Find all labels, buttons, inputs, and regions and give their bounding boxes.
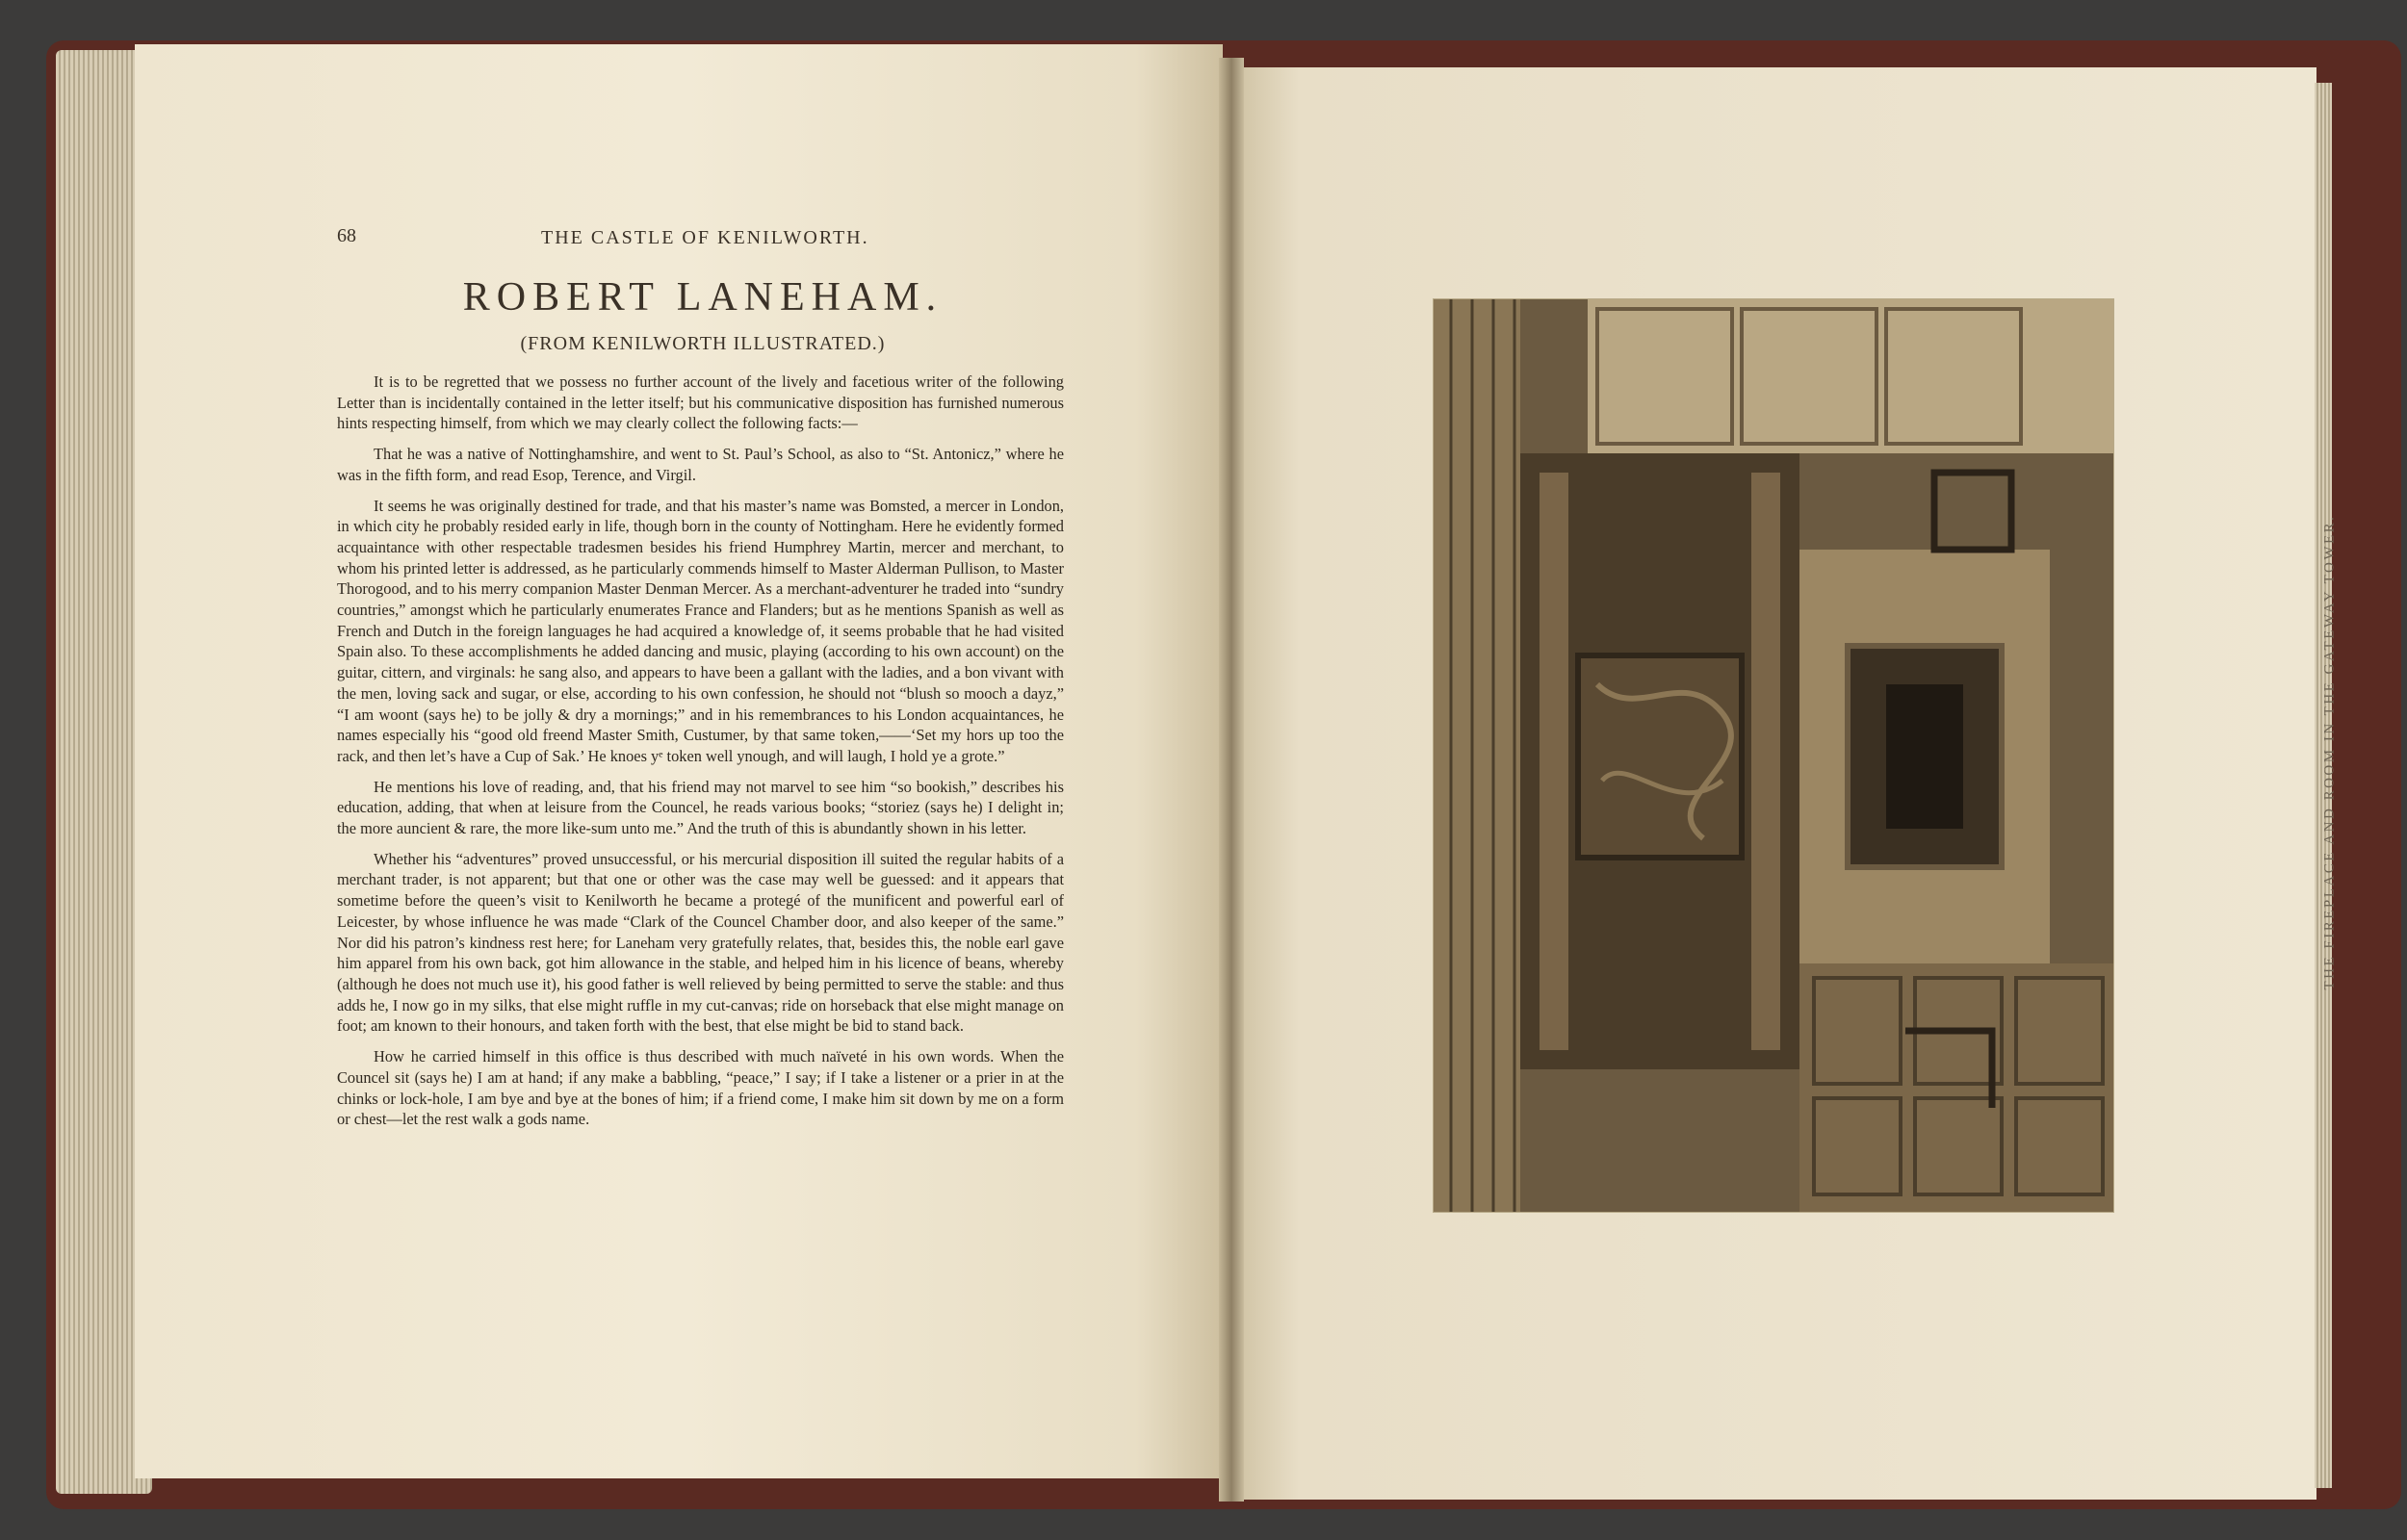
paragraph: He mentions his love of reading, and, that his friend may not marvel to see him “so bookish,” describes his education, adding, that when at leisure from the Councel, he reads various books; “storiez (says he) I delight in; the more auncient & rare, the more like-sum unto me.” And the truth of this is abundantly shown in his letter. [337,777,1064,838]
paragraph: That he was a native of Nottinghamshire, and went to St. Paul’s School, as also to “St. Antonicz,” where he was in the fifth form, and read Esop, Terence, and Virgil. [337,445,1064,484]
book-gutter [1219,58,1244,1502]
paragraph: It seems he was originally destined for trade, and that his master’s name was Bomsted, a mercer in London, in which city he probably resided early in life, though born in the county of Nottingham. Here he evidently formed acquaintance with other respectable tradesmen besides his friend Humphrey Martin, mercer and merchant, to whom his printed letter is addressed, as he particularly commends himself to Master Alderman Pullison, to Master Thorogood, and to his merry companion Master Denman Mercer. As a merchant-adventurer he traded into “sundry countries,” amongst which he particularly enumerates France and Flanders; but as he mentions Spanish as well as French and Dutch in the foreign languages he had acquired a knowledge of, it seems probable that he had visited Spain also. To these accomplishments he added dancing and music, playing (according to his own account) on the guitar, cittern, and virginals: he sang also, and appears to have been a gallant with the ladies, and a bon vivant with the men, loving sack and sugar, or else, according to his own confession, he should not “blush so mooch a dayz,” “I am woont (says he) to be jolly & dry a mornings;” and in his remembrances to his London acquaintances, he names especially his “good old freend Master Smith, Custumer, by that same token,——‘Set my hors up too the rack, and then let’s have a Cup of Sak.’ He knoes yᵉ token well ynough, and will laugh, I hold ye a grote.” [337,496,1064,765]
fireplace-photo-illustration [1434,299,2113,1212]
running-title: THE CASTLE OF KENILWORTH. [541,227,869,248]
article-body [337,372,1064,1140]
paragraph: How he carried himself in this office is thus described with much naïveté in his own words. When the Councel sit (says he) I am at hand; if any make a babbling, “peace,” I say; if I take a listener or a prier in at the chinks or lock-hole, I am bye and bye at the bones of him; if a friend come, I make him sit down by me on a form or chest—let the rest walk a gods name. [337,1047,1064,1129]
paragraph: Whether his “adventures” proved unsuccessful, or his mercurial disposition ill suited the regular habits of a merchant trader, is not apparent; but that one or other was the case may well be guessed: and it appears that sometime before the queen’s visit to Kenilworth he became a protegé of the munificent and powerful earl of Leicester, by whose influence he was made “Clark of the Councel Chamber door, and also keeper of the same.” Nor did his patron’s kindness rest here; for Laneham very gratefully relates, that, besides this, the noble earl gave him apparel from his own back, got him allowance in the stable, and helped him in his licence of beans, whereby (although he does not much use it), his good father is well relieved by being permitted to serve the stable: and thus adds he, I now go in my silks, that else might ruffle in my cut-canvas; ride on horseback that else might manage on foot; am known to their honours, and taken forth with the best, that else might be bid to stand back. [337,849,1064,1036]
plate-caption: THE FIREPLACE AND ROOM IN THE GATEWAY TOWER. [2321,514,2338,990]
article-title: ROBERT LANEHAM. [462,275,944,320]
fireplace-photograph [1433,298,2114,1213]
page-number: 68 [337,225,356,246]
paragraph: It is to be regretted that we possess no further account of the lively and facetious writer of the following Letter than is incidentally contained in the letter itself; but his communicative disposition has furnished numerous hints respecting himself, from which we may clearly collect the following facts:— [337,372,1064,433]
article-subtitle: (FROM KENILWORTH ILLUSTRATED.) [520,333,886,354]
